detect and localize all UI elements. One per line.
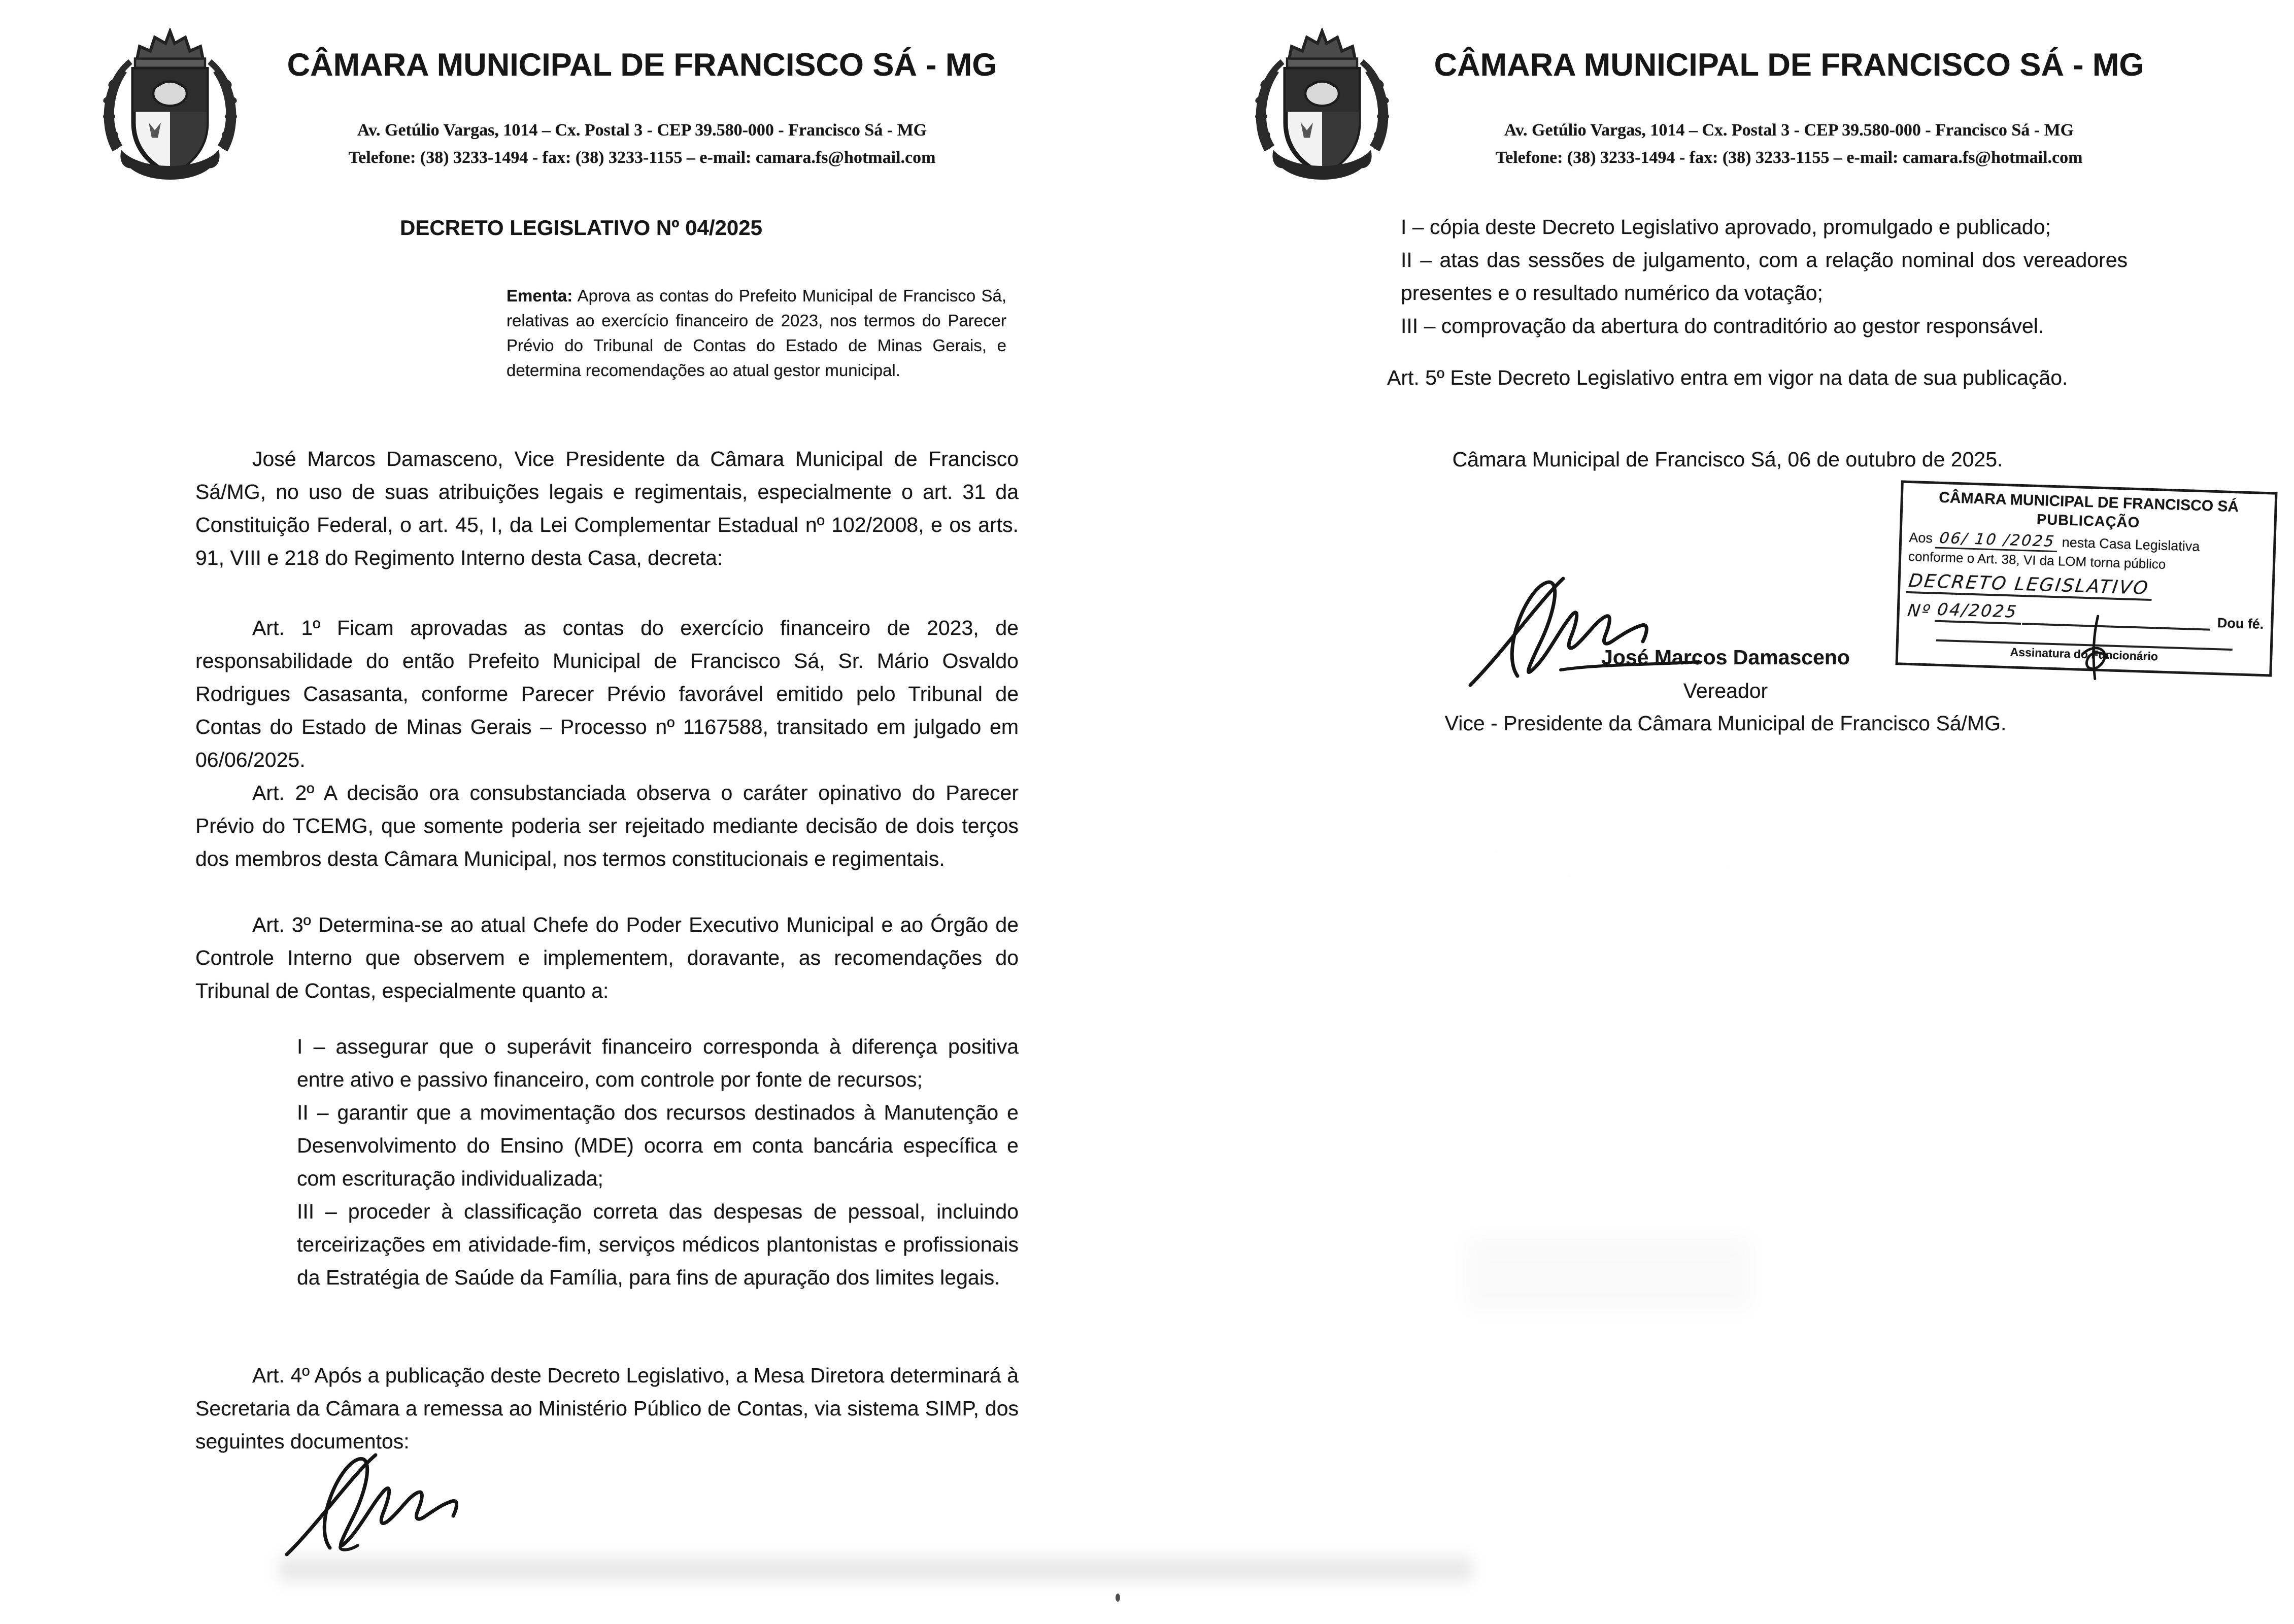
item-I: I – cópia deste Decreto Legislativo aprovado, promulgado e publicado;	[1401, 215, 2051, 239]
coat-of-arms-icon	[94, 28, 246, 185]
item-II: II – garantir que a movimentação dos recursos destinados à Manutenção e Desenvolvimento do Ensino (MDE) ocorra em conta bancária específica e com escrituração individualizada;	[297, 1101, 1019, 1190]
stamp-signature-icon	[2071, 614, 2119, 685]
decree-title: DECRETO LEGISLATIVO Nº 04/2025	[400, 216, 762, 240]
coat-of-arms-icon	[1246, 28, 1398, 185]
stamp-signature-caption-text: Assinatura do Funcionário	[2010, 645, 2158, 663]
org-contact: Telefone: (38) 3233-1494 - fax: (38) 3233-1155 – e-mail: camara.fs@hotmail.com	[348, 148, 936, 167]
stamp-attest: Dou fé.	[2217, 615, 2264, 632]
stamp-handwritten-number: 04/2025	[1935, 599, 2024, 625]
stamp-date-suffix: nesta Casa Legislativa	[2062, 534, 2200, 554]
article-2: Art. 2º A decisão ora consubstanciada observa o caráter opinativo do Parecer Prévio do TCEMG, que somente poderia ser rejeitado mediante decisão de dois terços dos membros desta Câmara Municipal, nos termos constitucionais e regimentais.	[195, 781, 1019, 870]
stamp-lom-line: conforme o Art. 38, VI da LOM torna público	[1908, 548, 2166, 572]
article-1: Art. 1º Ficam aprovadas as contas do exercício financeiro de 2023, de responsabilidade do então Prefeito Municipal de Francisco Sá, Sr. Mário Osvaldo Rodrigues Casasanta, conforme Parecer Prévio favorável emitido pelo Tribunal de Contas do Estado de Minas Gerais – Processo nº 1167588, transitado em julgado em 06/06/2025.	[195, 616, 1019, 771]
ementa-text: Aprova as contas do Prefeito Municipal de Francisco Sá, relativas ao exercício financeiro de 2023, nos termos do Parecer Prévio do Tribunal de Contas do Estado de Minas Gerais, e determina recomendações ao atual gestor municipal.	[507, 286, 1006, 380]
stamp-number-prefix: Nº	[1906, 600, 1933, 621]
stamp-handwritten-date: 06/ 10 /2025	[1935, 529, 2060, 552]
article-3: Art. 3º Determina-se ao atual Chefe do Poder Executivo Municipal e ao Órgão de Controle Interno que observem e implementem, doravante, as recomendações do Tribunal de Contas, especialmente quanto a:	[195, 913, 1019, 1002]
org-title: CÂMARA MUNICIPAL DE FRANCISCO SÁ - MG	[287, 47, 997, 83]
signature-scribble-icon	[282, 1444, 500, 1561]
org-contact: Telefone: (38) 3233-1494 - fax: (38) 3233-1155 – e-mail: camara.fs@hotmail.com	[1495, 148, 2083, 167]
article-4: Art. 4º Após a publicação deste Decreto Legislativo, a Mesa Diretora determinará à Secretaria da Câmara a remessa ao Ministério Público de Contas, via sistema SIMP, dos seguintes documentos:	[195, 1364, 1019, 1453]
signer-title: Vice - Presidente da Câmara Municipal de Francisco Sá/MG.	[1444, 712, 2007, 735]
item-II: II – atas das sessões de julgamento, com a relação nominal dos vereadores presentes e o resultado numérico da votação;	[1401, 248, 2128, 304]
article-4-items	[1401, 211, 2128, 343]
preamble-paragraph: José Marcos Damasceno, Vice Presidente da Câmara Municipal de Francisco Sá/MG, no uso de suas atribuições legais e regimentais, especialmente o art. 31 da Constituição Federal, o art. 45, I, da Lei Complementar Estadual nº 102/2008, e os arts. 91, VIII e 218 do Regimento Interno desta Casa, decreta:	[195, 447, 1019, 569]
stamp-date-prefix: Aos	[1908, 529, 1933, 546]
document-page-2	[1147, 0, 2294, 1624]
item-III: III – proceder à classificação correta das despesas de pessoal, incluindo terceirizações em atividade-fim, serviços médicos plantonistas e profissionais da Estratégia de Saúde da Família, para fins de apuração dos limites legais.	[297, 1200, 1019, 1289]
stamp-org: CÂMARA MUNICIPAL DE FRANCISCO SÁ	[1938, 489, 2239, 516]
org-title: CÂMARA MUNICIPAL DE FRANCISCO SÁ - MG	[1434, 47, 2144, 83]
stamp-title: PUBLICAÇÃO	[2036, 511, 2140, 531]
dateline: Câmara Municipal de Francisco Sá, 06 de outubro de 2025.	[1452, 448, 2003, 471]
org-address: Av. Getúlio Vargas, 1014 – Cx. Postal 3 - CEP 39.580-000 - Francisco Sá - MG	[1504, 121, 2074, 140]
signer-role: Vereador	[1683, 679, 1768, 702]
item-III: III – comprovação da abertura do contraditório ao gestor responsável.	[1401, 314, 2044, 337]
article-3-items	[297, 1030, 1019, 1294]
stamp-handwritten-act: DECRETO LEGISLATIVO	[1906, 569, 2154, 601]
signer-name: José Marcos Damasceno	[1601, 646, 1850, 669]
item-I: I – assegurar que o superávit financeiro corresponda à diferença positiva entre ativo e passivo financeiro, com controle por fonte de recursos;	[297, 1035, 1019, 1091]
article-5: Art. 5º Este Decreto Legislativo entra em vigor na data de sua publicação.	[1387, 366, 2068, 389]
org-address: Av. Getúlio Vargas, 1014 – Cx. Postal 3 - CEP 39.580-000 - Francisco Sá - MG	[357, 121, 927, 140]
ementa-label: Ementa:	[507, 286, 573, 305]
ementa-block	[507, 283, 1006, 383]
signature-scribble-icon	[1464, 564, 1708, 691]
